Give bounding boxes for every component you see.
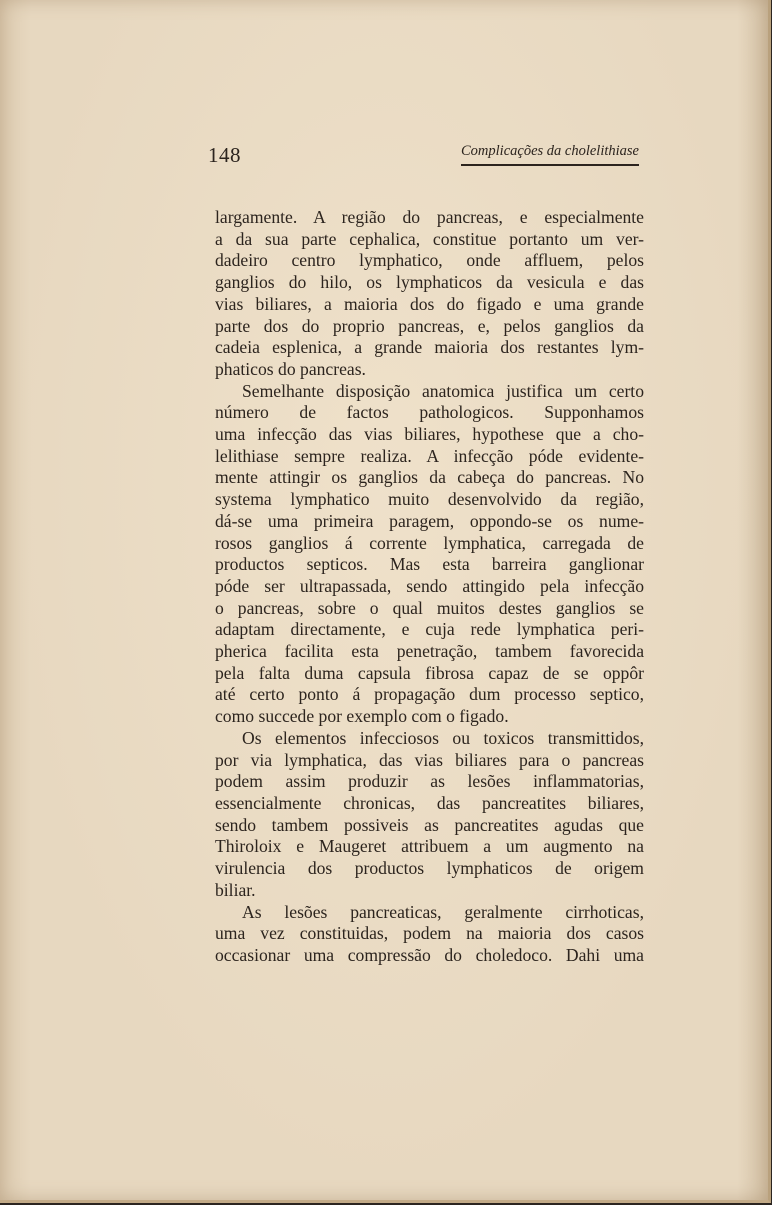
- text-line: póde ser ultrapassada, sendo attingido pela infecção: [215, 575, 644, 596]
- paragraph-3: [215, 728, 644, 902]
- text-line: pherica facilita esta penetração, tambem favorecida: [215, 641, 644, 662]
- text-line: rosos ganglios á corrente lymphatica, carregada de: [215, 532, 644, 553]
- text-line: biliar.: [215, 879, 256, 900]
- text-line: podem assim produzir as lesões inflammatorias,: [215, 771, 644, 792]
- text-line: lelithiase sempre realiza. A infecção póde evidente-: [215, 445, 644, 466]
- text-line: o pancreas, sobre o qual muitos destes ganglios se: [215, 597, 644, 618]
- text-line: dadeiro centro lymphatico, onde affluem, pelos: [215, 250, 644, 271]
- text-line: número de factos pathologicos. Supponhamos: [215, 402, 644, 423]
- text-line: parte dos do proprio pancreas, e, pelos ganglios da: [215, 315, 644, 336]
- text-line: cadeia esplenica, a grande maioria dos restantes lym-: [215, 337, 644, 358]
- text-line: Os elementos infecciosos ou toxicos transmittidos,: [242, 727, 644, 748]
- text-line: por via lymphatica, das vias biliares para o pancreas: [215, 749, 644, 770]
- paragraph-4: [215, 902, 644, 967]
- text-line: uma vez constituidas, podem na maioria dos casos: [215, 923, 644, 944]
- text-line: adaptam directamente, e cuja rede lymphatica peri-: [215, 619, 644, 640]
- text-line: occasionar uma compressão do choledoco. Dahi uma: [215, 944, 644, 965]
- page-number: 148: [208, 143, 241, 167]
- text-line: até certo ponto á propagação dum processo septico,: [215, 684, 644, 705]
- text-line: dá-se uma primeira paragem, oppondo-se os nume-: [215, 510, 644, 531]
- text-line: Thiroloix e Maugeret attribuem a um augmento na: [215, 836, 644, 857]
- text-line: como succede por exemplo com o figado.: [215, 706, 509, 727]
- text-line: largamente. A região do pancreas, e especialmente: [215, 207, 644, 227]
- text-line: vias biliares, a maioria dos do figado e uma grande: [215, 293, 644, 314]
- text-line: ganglios do hilo, os lymphaticos da vesicula e das: [215, 272, 644, 293]
- running-head: Complicações da cholelithiase: [461, 143, 639, 166]
- text-line: uma infecção das vias biliares, hypothese que a cho-: [215, 424, 644, 445]
- body-text: [215, 207, 644, 967]
- text-line: systema lymphatico muito desenvolvido da região,: [215, 489, 644, 510]
- text-line: Semelhante disposição anatomica justifica um certo: [242, 380, 644, 401]
- text-line: a da sua parte cephalica, constitue portanto um ver-: [215, 228, 644, 249]
- paragraph-1: [215, 207, 644, 381]
- paragraph-2: [215, 381, 644, 728]
- text-line: mente attingir os ganglios da cabeça do pancreas. No: [215, 467, 644, 488]
- text-line: virulencia dos productos lymphaticos de origem: [215, 858, 644, 879]
- text-line: sendo tambem possiveis as pancreatites agudas que: [215, 814, 644, 835]
- text-line: As lesões pancreaticas, geralmente cirrhoticas,: [242, 901, 644, 922]
- text-line: productos septicos. Mas esta barreira ganglionar: [215, 554, 644, 575]
- text-line: essencialmente chronicas, das pancreatites biliares,: [215, 792, 644, 813]
- text-line: phaticos do pancreas.: [215, 358, 366, 379]
- text-line: pela falta duma capsula fibrosa capaz de se oppôr: [215, 662, 644, 683]
